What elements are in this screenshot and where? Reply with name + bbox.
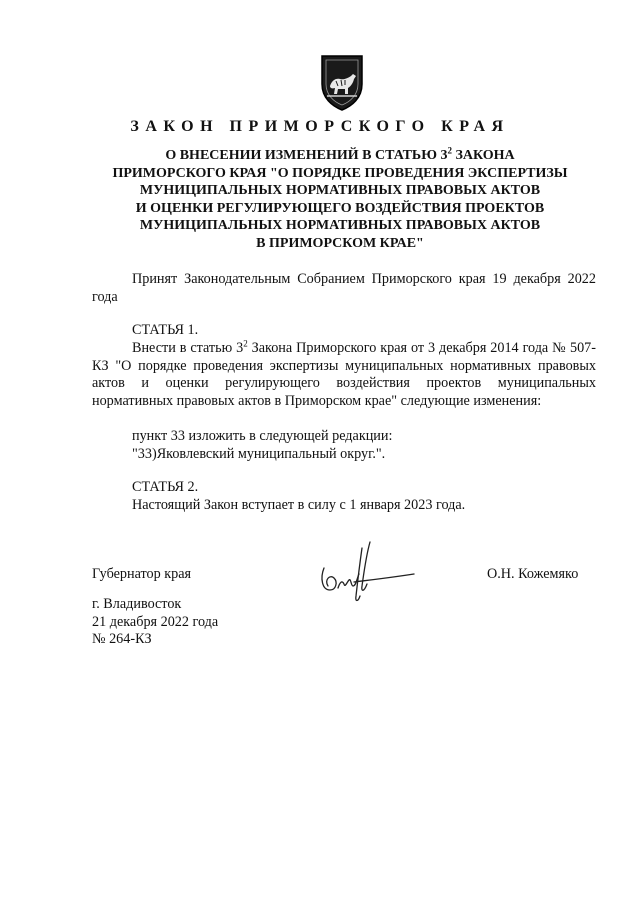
coat-of-arms-icon [318,50,366,112]
law-title: ЗАКОН ПРИМОРСКОГО КРАЯ [130,118,510,135]
article-1-heading: СТАТЬЯ 1. [132,322,199,338]
article-1-text: Внести в статью $3^2$ Закона Приморского края от 3 декабря 2014 года № 507-КЗ "О порядке проведения экспертизы муниципальных нормативных правовых актов и оценки регулирующего воздействия проектов муниципальных нормативных правовых актов в Приморском крае" следующие изменения: [92,338,596,409]
subtitle-line: МУНИЦИПАЛЬНЫХ НОРМАТИВНЫХ ПРАВОВЫХ АКТОВ [139,183,541,199]
article-2-text: Настоящий Закон вступает в силу с 1 января 2023 года. [132,497,466,513]
subtitle-line: МУНИЦИПАЛЬНЫХ НОРМАТИВНЫХ ПРАВОВЫХ АКТОВ [139,218,541,234]
law-number: № 264-КЗ [92,631,152,648]
subtitle-line: О ВНЕСЕНИИ ИЗМЕНЕНИЙ В СТАТЬЮ $3^2$ ЗАКОНА [165,145,515,163]
adoption-statement: Принят Законодательным Собранием Приморского края 19 декабря 2022 года [92,271,596,305]
subtitle-line: И ОЦЕНКИ РЕГУЛИРУЮЩЕГО ВОЗДЕЙСТВИЯ ПРОЕКТОВ [135,200,545,216]
city: г. Владивосток [92,596,182,612]
article-2-heading: СТАТЬЯ 2. [132,479,199,495]
law-date: 21 декабря 2022 года [92,613,219,630]
handwritten-signature-icon [310,538,420,608]
signatory-position: Губернатор края [92,566,192,582]
signatory-name: О.Н. Кожемяко [487,566,579,582]
place-and-date [92,596,218,649]
subtitle-line: В ПРИМОРСКОМ КРАЕ" [256,235,424,251]
article-1-item: пункт 33 изложить в следующей редакции: [132,428,393,444]
article-1-quote: "33)Яковлевский муниципальный округ.". [132,446,386,462]
law-subtitle [60,147,620,253]
subtitle-line: ПРИМОРСКОГО КРАЯ "О ПОРЯДКЕ ПРОВЕДЕНИЯ ЭКСПЕРТИЗЫ [112,165,568,181]
